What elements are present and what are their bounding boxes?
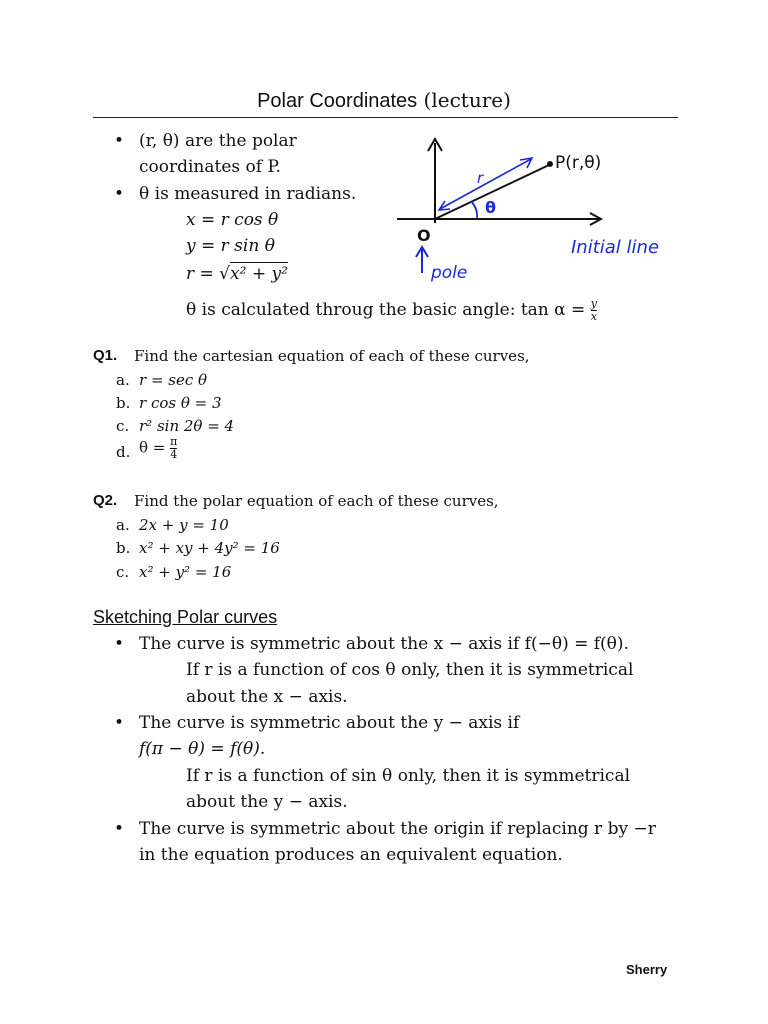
- q2-prompt: Find the polar equation of each of these curves,: [134, 492, 499, 510]
- r-arrow-head-start: [439, 201, 450, 210]
- basic-angle-text: θ is calculated throug the basic angle: tan α =: [186, 300, 586, 320]
- point-label: P(r,θ): [555, 153, 602, 173]
- sketch-b1-line2: If r is a function of cos θ only, then it is symmetrical: [186, 660, 634, 680]
- eq-y: y = r sin θ: [186, 236, 275, 256]
- intro-bullet1-line1: (r, θ) are the polar: [139, 131, 297, 151]
- intro-bullet1-line2: coordinates of P.: [139, 157, 281, 177]
- r-label: r: [477, 169, 484, 187]
- q1-item-expr: r = sec θ: [139, 371, 208, 389]
- section-heading: Sketching Polar curves: [93, 607, 278, 627]
- origin-label: O: [417, 226, 431, 245]
- theta-arc: [471, 201, 477, 218]
- fraction-denominator: x: [590, 310, 597, 323]
- bullet-dot: •: [114, 184, 125, 204]
- q2-label: Q2.: [93, 492, 118, 509]
- q1-item-letter: b.: [116, 394, 131, 412]
- initial-line-label: Initial line: [571, 237, 660, 258]
- sketch-b2-line2: f(π − θ) = f(θ).: [139, 739, 266, 759]
- q1-item-letter: a.: [116, 371, 130, 389]
- q2-item-letter: b.: [116, 539, 131, 557]
- pole-label: pole: [431, 263, 468, 283]
- basic-angle-line: [186, 298, 597, 323]
- eq-r-radicand: x² + y²: [230, 264, 288, 284]
- sketch-b2-line4: about the y − axis.: [186, 792, 348, 812]
- fraction-denominator: 4: [170, 448, 178, 461]
- intro-bullet2: θ is measured in radians.: [139, 184, 357, 204]
- q1-item-d-fraction: [170, 436, 177, 461]
- title-sub: (lecture): [423, 88, 511, 112]
- point-p: [547, 161, 553, 167]
- bullet-dot: •: [114, 713, 125, 733]
- sketch-b2-line3: If r is a function of sin θ only, then it is symmetrical: [186, 766, 631, 786]
- title-rule: [93, 117, 678, 118]
- q1-item-letter: d.: [116, 443, 131, 461]
- bullet-dot: •: [114, 819, 125, 839]
- q1-item-expr: r cos θ = 3: [139, 394, 222, 412]
- fraction-numerator: π: [170, 435, 178, 448]
- sketch-b1-line1: The curve is symmetric about the x − axis if f(−θ) = f(θ).: [139, 634, 629, 654]
- q1-label: Q1.: [93, 347, 118, 364]
- q1-item-letter: c.: [116, 417, 130, 435]
- title-main: Polar Coordinates: [257, 90, 418, 112]
- theta-label: θ: [485, 198, 496, 217]
- q2-item-letter: c.: [116, 563, 130, 581]
- author-signature: Sherry: [626, 962, 668, 977]
- sketch-b3-line1: The curve is symmetric about the origin if replacing r by −r: [139, 819, 656, 839]
- sketch-b1-line3: about the x − axis.: [186, 687, 348, 707]
- page-title: [0, 88, 768, 113]
- basic-angle-fraction: [591, 298, 597, 323]
- q1-item-expr: r² sin 2θ = 4: [139, 417, 235, 435]
- q1-prompt: Find the cartesian equation of each of these curves,: [134, 347, 530, 365]
- eq-r: [186, 264, 288, 284]
- eq-x: x = r cos θ: [186, 210, 279, 230]
- q2-item-expr: 2x + y = 10: [139, 516, 229, 534]
- q2-item-letter: a.: [116, 516, 130, 534]
- fraction-numerator: y: [590, 297, 597, 310]
- q1-item-expr: [139, 436, 177, 461]
- sketch-b2-line1: The curve is symmetric about the y − axis if: [139, 713, 520, 733]
- polar-diagram: [385, 135, 685, 295]
- eq-r-lhs: r = √: [186, 264, 231, 284]
- q2-item-expr: x² + y² = 16: [139, 563, 232, 581]
- bullet-dot: •: [114, 131, 125, 151]
- sketch-b3-line2: in the equation produces an equivalent equation.: [139, 845, 563, 865]
- q2-item-expr: x² + xy + 4y² = 16: [139, 539, 280, 557]
- bullet-dot: •: [114, 634, 125, 654]
- q1-item-d-lhs: θ =: [139, 438, 166, 457]
